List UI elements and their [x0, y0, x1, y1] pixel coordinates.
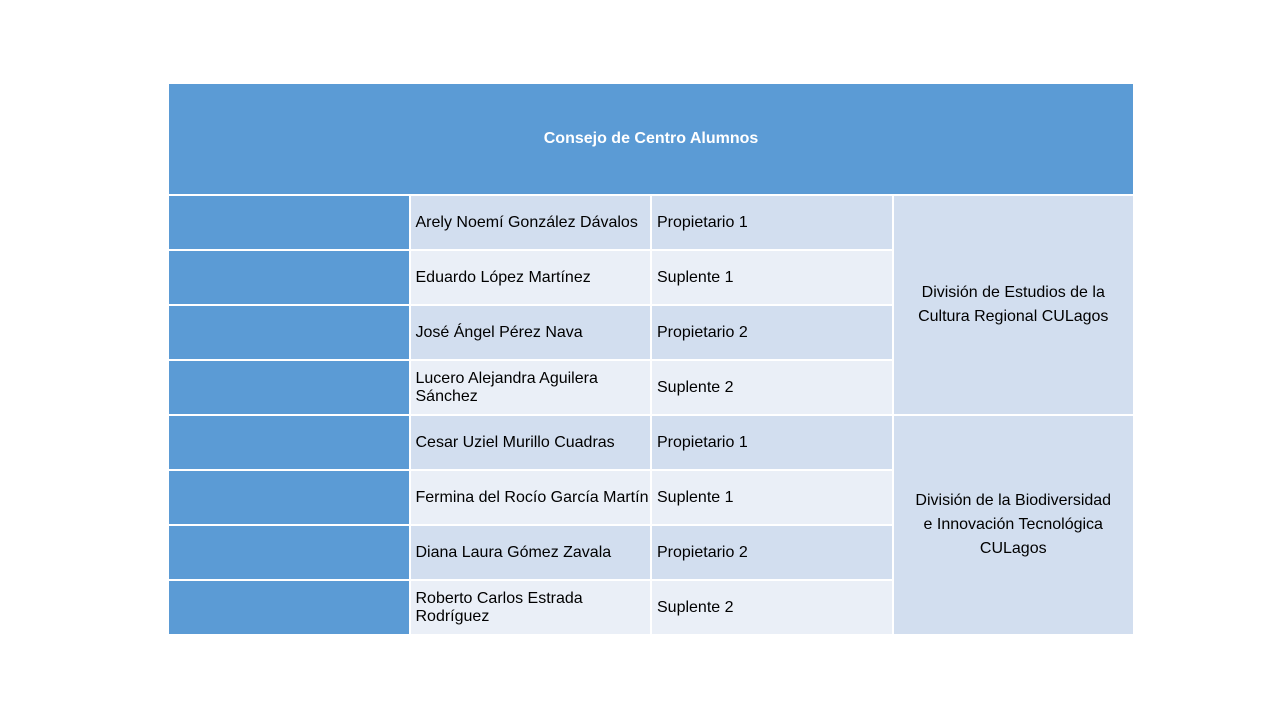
- row-marker: [168, 525, 410, 580]
- division-cell: División de Estudios de la Cultura Regional CULagos: [893, 195, 1135, 415]
- row-marker: [168, 195, 410, 250]
- table-row: [168, 195, 1134, 250]
- row-marker: [168, 250, 410, 305]
- row-marker: [168, 470, 410, 525]
- member-role: Suplente 1: [651, 470, 893, 525]
- member-name: Cesar Uziel Murillo Cuadras: [410, 415, 652, 470]
- member-role: Propietario 2: [651, 305, 893, 360]
- member-role: Propietario 1: [651, 415, 893, 470]
- member-name: Fermina del Rocío García Martín: [410, 470, 652, 525]
- row-marker: [168, 305, 410, 360]
- division-cell: División de la Biodiversidad e Innovación Tecnológica CULagos: [893, 415, 1135, 635]
- row-marker: [168, 415, 410, 470]
- member-role: Propietario 2: [651, 525, 893, 580]
- member-role: Suplente 1: [651, 250, 893, 305]
- member-name: Roberto Carlos Estrada Rodríguez: [410, 580, 652, 635]
- council-table: [167, 82, 1135, 636]
- member-name: Lucero Alejandra Aguilera Sánchez: [410, 360, 652, 415]
- member-role: Suplente 2: [651, 580, 893, 635]
- row-marker: [168, 580, 410, 635]
- member-name: Diana Laura Gómez Zavala: [410, 525, 652, 580]
- member-role: Propietario 1: [651, 195, 893, 250]
- member-role: Suplente 2: [651, 360, 893, 415]
- member-name: José Ángel Pérez Nava: [410, 305, 652, 360]
- header-row: [168, 83, 1134, 195]
- row-marker: [168, 360, 410, 415]
- member-name: Eduardo López Martínez: [410, 250, 652, 305]
- table-title: Consejo de Centro Alumnos: [168, 83, 1134, 195]
- table-row: [168, 415, 1134, 470]
- member-name: Arely Noemí González Dávalos: [410, 195, 652, 250]
